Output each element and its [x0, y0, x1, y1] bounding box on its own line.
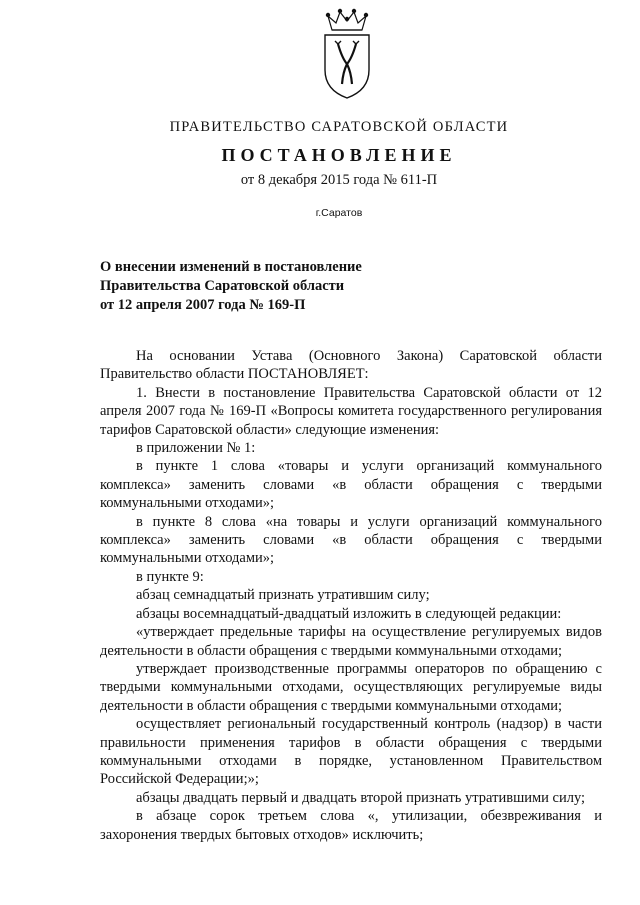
body-paragraph: осуществляет региональный государственный контроль (надзор) в части правильности применения тарифов в области обращения с твердыми коммунальными отходами в порядке, установленном Правительством Российской Федерации;»; — [100, 716, 602, 788]
coat-of-arms-icon — [316, 8, 378, 100]
body-paragraph: в пункте 1 слова «товары и услуги организаций коммунального комплекса» заменить словами «в области обращения с твердыми коммунальными отходами»; — [100, 458, 602, 512]
body-paragraph: абзац семнадцатый признать утратившим силу; — [136, 587, 430, 604]
body-paragraph: в приложении № 1: — [136, 440, 256, 457]
body-paragraph: абзацы восемнадцатый-двадцатый изложить в следующей редакции: — [136, 605, 562, 622]
government-name: ПРАВИТЕЛЬСТВО САРАТОВСКОЙ ОБЛАСТИ — [169, 119, 509, 135]
document-date-number: от 8 декабря 2015 года № 611-П — [240, 172, 438, 188]
body-paragraph: На основании Устава (Основного Закона) Саратовской области Правительство области ПОСТАНОВЛЯЕТ: — [100, 348, 602, 383]
subject-line: от 12 апреля 2007 года № 169-П — [100, 297, 306, 313]
body-paragraph: в пункте 8 слова «на товары и услуги организаций коммунального комплекса» заменить словами «в области обращения с твердыми коммунальными отходами»; — [100, 513, 602, 567]
body-paragraph: 1. Внести в постановление Правительства Саратовской области от 12 апреля 2007 года № 169-П «Вопросы комитета государственного регулирования тарифов Саратовской области» следующие изменения: — [100, 384, 602, 438]
body-paragraph: в абзаце сорок третьем слова «, утилизации, обезвреживания и захоронения твердых бытовых отходов» исключить; — [100, 808, 602, 843]
body-paragraph: утверждает производственные программы операторов по обращению с твердыми коммунальными отходами, осуществляющих регулируемые виды деятельности в области обращения с твердыми коммунальными отходами; — [100, 660, 602, 714]
body-paragraph: абзацы двадцать первый и двадцать второй признать утратившими силу; — [136, 789, 586, 806]
document-city: г.Саратов — [315, 207, 363, 219]
subject-line: О внесении изменений в постановление — [100, 259, 362, 275]
subject-line: Правительства Саратовской области — [100, 278, 345, 294]
document-subject — [100, 258, 430, 315]
document-body — [100, 347, 602, 844]
document-type: ПОСТАНОВЛЕНИЕ — [221, 145, 457, 165]
body-paragraph: «утверждает предельные тарифы на осуществление регулируемых видов деятельности в области обращения с твердыми коммунальными отходами; — [100, 624, 602, 659]
body-paragraph: в пункте 9: — [136, 568, 204, 585]
